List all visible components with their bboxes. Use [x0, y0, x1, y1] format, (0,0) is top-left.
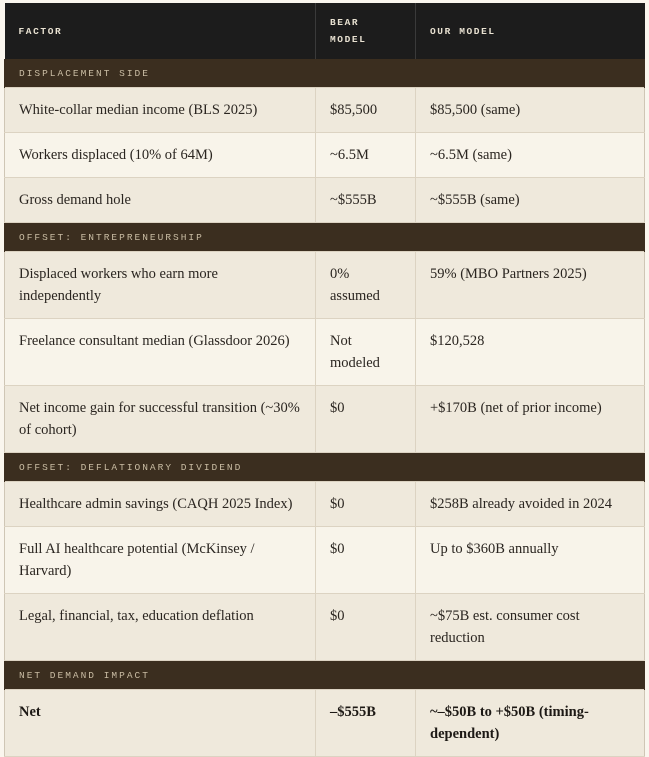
- bear-model-cell: Not modeled: [316, 319, 416, 386]
- factor-cell: Workers displaced (10% of 64M): [5, 133, 316, 178]
- header-bear-model: BEAR MODEL: [316, 3, 416, 59]
- factor-cell: Full AI healthcare potential (McKinsey / Harvard): [5, 527, 316, 594]
- bear-model-cell: $85,500: [316, 88, 416, 133]
- section-header: [5, 453, 645, 482]
- factor-cell: Healthcare admin savings (CAQH 2025 Index): [5, 482, 316, 527]
- section-title: OFFSET: DEFLATIONARY DIVIDEND: [5, 453, 645, 482]
- bear-model-cell: 0% assumed: [316, 252, 416, 319]
- factor-cell: Gross demand hole: [5, 178, 316, 223]
- table-row: [5, 482, 645, 527]
- factor-cell: Net: [5, 690, 316, 757]
- table-row: [5, 594, 645, 661]
- our-model-cell: $258B already avoided in 2024: [416, 482, 645, 527]
- table-row: [5, 527, 645, 594]
- factor-cell: White-collar median income (BLS 2025): [5, 88, 316, 133]
- net-row: [5, 690, 645, 757]
- header-our-model: OUR MODEL: [416, 3, 645, 59]
- our-model-cell: ~–$50B to +$50B (timing-dependent): [416, 690, 645, 757]
- our-model-cell: 59% (MBO Partners 2025): [416, 252, 645, 319]
- our-model-cell: ~$75B est. consumer cost reduction: [416, 594, 645, 661]
- section-title: DISPLACEMENT SIDE: [5, 59, 645, 88]
- section-title: OFFSET: ENTREPRENEURSHIP: [5, 223, 645, 252]
- factor-cell: Freelance consultant median (Glassdoor 2026): [5, 319, 316, 386]
- bear-model-cell: $0: [316, 386, 416, 453]
- header-row: [5, 3, 645, 59]
- our-model-cell: Up to $360B annually: [416, 527, 645, 594]
- our-model-cell: +$170B (net of prior income): [416, 386, 645, 453]
- bear-model-cell: $0: [316, 482, 416, 527]
- bear-model-cell: $0: [316, 527, 416, 594]
- factor-cell: Net income gain for successful transition (~30% of cohort): [5, 386, 316, 453]
- table-row: [5, 88, 645, 133]
- table-row: [5, 386, 645, 453]
- our-model-cell: $85,500 (same): [416, 88, 645, 133]
- section-header: [5, 59, 645, 88]
- comparison-table-container: [4, 3, 644, 757]
- section-header: [5, 661, 645, 690]
- bear-model-cell: $0: [316, 594, 416, 661]
- bear-model-cell: –$555B: [316, 690, 416, 757]
- factor-cell: Displaced workers who earn more independently: [5, 252, 316, 319]
- our-model-cell: $120,528: [416, 319, 645, 386]
- bear-model-cell: ~$555B: [316, 178, 416, 223]
- header-factor: FACTOR: [5, 3, 316, 59]
- table-row: [5, 252, 645, 319]
- factor-cell: Legal, financial, tax, education deflation: [5, 594, 316, 661]
- our-model-cell: ~$555B (same): [416, 178, 645, 223]
- table-row: [5, 178, 645, 223]
- table-row: [5, 133, 645, 178]
- bear-model-cell: ~6.5M: [316, 133, 416, 178]
- comparison-table: [4, 3, 645, 757]
- our-model-cell: ~6.5M (same): [416, 133, 645, 178]
- section-header: [5, 223, 645, 252]
- table-row: [5, 319, 645, 386]
- section-title: NET DEMAND IMPACT: [5, 661, 645, 690]
